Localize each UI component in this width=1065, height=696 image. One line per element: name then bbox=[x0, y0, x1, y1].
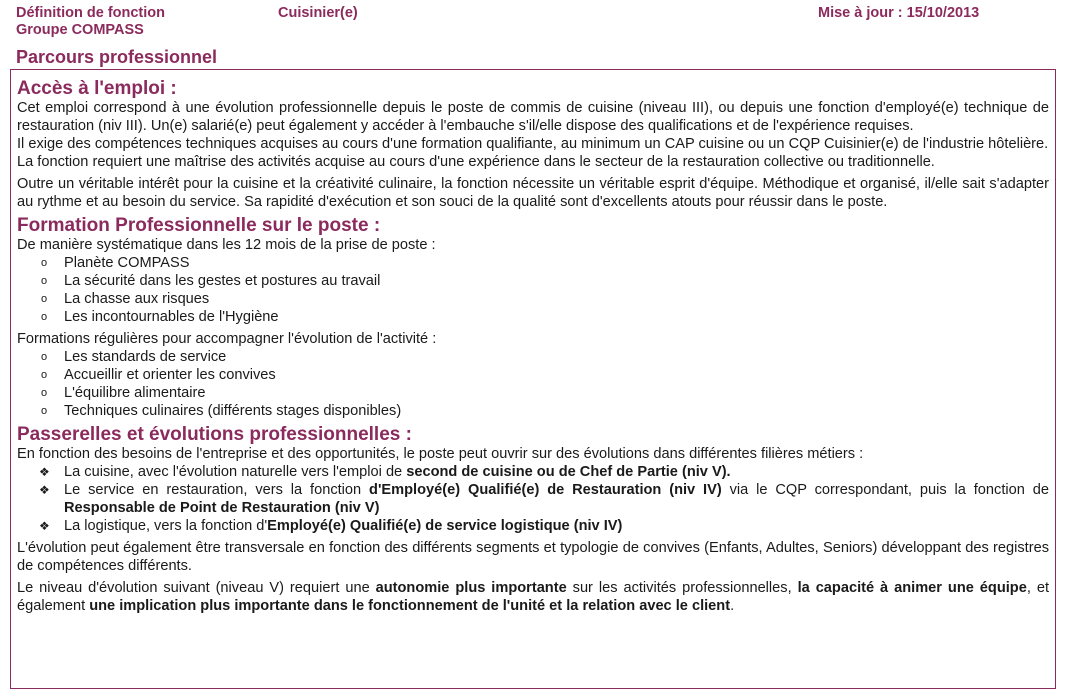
paragraph bbox=[17, 579, 1049, 615]
heading-formation: Formation Professionnelle sur le poste : bbox=[17, 215, 381, 236]
list-item: o Accueillir et orienter les convives bbox=[17, 366, 1049, 384]
list-item: o La sécurité dans les gestes et postures au travail bbox=[17, 272, 1049, 290]
heading-acces: Accès à l'emploi : bbox=[17, 78, 177, 99]
diamond-bullet-icon: ❖ bbox=[39, 519, 50, 533]
update-date: Mise à jour : 15/10/2013 bbox=[818, 5, 980, 21]
diamond-bullet-icon: ❖ bbox=[39, 483, 50, 497]
paragraph: En fonction des besoins de l'entreprise et des opportunités, le poste peut ouvrir sur des évolutions dans différentes filières métiers : bbox=[17, 446, 864, 462]
list-item bbox=[17, 463, 1049, 481]
training-list-initial bbox=[17, 254, 1049, 326]
paragraph: L'évolution peut également être transversale en fonction des différents segments et typologie de convives (Enfants, Adultes, Seniors) développant des registres de compétences différents. bbox=[17, 540, 1049, 574]
list-item: o Techniques culinaires (différents stages disponibles) bbox=[17, 402, 1049, 420]
list-item bbox=[17, 481, 1049, 517]
text: . bbox=[730, 598, 735, 614]
bold-text: second de cuisine ou de Chef de Partie (niv V). bbox=[406, 464, 731, 480]
header-group: Groupe COMPASS bbox=[16, 22, 144, 38]
paragraph: De manière systématique dans les 12 mois de la prise de poste : bbox=[17, 237, 436, 253]
text: Le niveau d'évolution suivant (niveau V) requiert une bbox=[17, 580, 376, 596]
list-item bbox=[17, 517, 1049, 535]
paragraph: Formations régulières pour accompagner l'évolution de l'activité : bbox=[17, 331, 437, 347]
paragraph: Cet emploi correspond à une évolution professionnelle depuis le poste de commis de cuisine (niveau III), ou depuis une fonction d'employé(e) technique de restauration (niv III). Un(e) salarié(e) peut également y accéder à l'embauche s'il/elle dispose des qualifications et de l'expérience requises. bbox=[17, 100, 1049, 134]
list-item: o Planète COMPASS bbox=[17, 254, 1049, 272]
paragraph: Outre un véritable intérêt pour la cuisine et la créativité culinaire, la fonction nécessite un véritable esprit d'équipe. Méthodique et organisé, il/elle sait s'adapter au rythme et au besoin du service. Sa rapidité d'exécution et son souci de la qualité sont d'excellents atouts pour réussir dans le poste. bbox=[17, 176, 1049, 210]
bold-text: Responsable de Point de Restauration (niv V) bbox=[64, 500, 380, 516]
paragraph: Il exige des compétences techniques acquises au cours d'une formation qualifiante, au minimum un CAP cuisine ou un CQP Cuisinier(e) de l'industrie hôtelière. bbox=[17, 136, 1049, 152]
bold-text: la capacité à animer une équipe bbox=[797, 580, 1027, 596]
job-title: Cuisinier(e) bbox=[278, 5, 358, 21]
bold-text: autonomie plus importante bbox=[375, 580, 567, 596]
header-definition: Définition de fonction bbox=[16, 5, 166, 21]
section-formation bbox=[17, 215, 1049, 420]
text: , et également bbox=[17, 580, 1049, 614]
text: via le CQP correspondant, puis la fonction de bbox=[721, 482, 1049, 498]
list-item: o L'équilibre alimentaire bbox=[17, 384, 1049, 402]
page-title: Parcours professionnel bbox=[16, 47, 218, 67]
bold-text: une implication plus importante dans le fonctionnement de l'unité et la relation avec le client bbox=[89, 598, 731, 614]
list-item: o Les standards de service bbox=[17, 348, 1049, 366]
paragraph: La fonction requiert une maîtrise des activités acquise au cours d'une expérience dans le secteur de la restauration collective ou traditionnelle. bbox=[17, 154, 935, 170]
text: La cuisine, avec l'évolution naturelle vers l'emploi de bbox=[64, 464, 407, 480]
evolution-list bbox=[17, 463, 1049, 535]
content-box bbox=[10, 69, 1056, 689]
section-acces bbox=[17, 78, 1049, 211]
text: La logistique, vers la fonction d' bbox=[64, 518, 268, 534]
training-list-regular bbox=[17, 348, 1049, 420]
list-item: o La chasse aux risques bbox=[17, 290, 1049, 308]
list-item: o Les incontournables de l'Hygiène bbox=[17, 308, 1049, 326]
bold-text: d'Employé(e) Qualifié(e) de Restauration (niv IV) bbox=[369, 482, 722, 498]
text: sur les activités professionnelles, bbox=[566, 580, 798, 596]
bold-text: Employé(e) Qualifié(e) de service logistique (niv IV) bbox=[267, 518, 623, 534]
document-type bbox=[16, 5, 165, 39]
diamond-bullet-icon: ❖ bbox=[39, 465, 50, 479]
text: Le service en restauration, vers la fonction bbox=[64, 482, 370, 498]
section-passerelles bbox=[17, 424, 1049, 615]
heading-passerelles: Passerelles et évolutions professionnelles : bbox=[17, 424, 412, 445]
